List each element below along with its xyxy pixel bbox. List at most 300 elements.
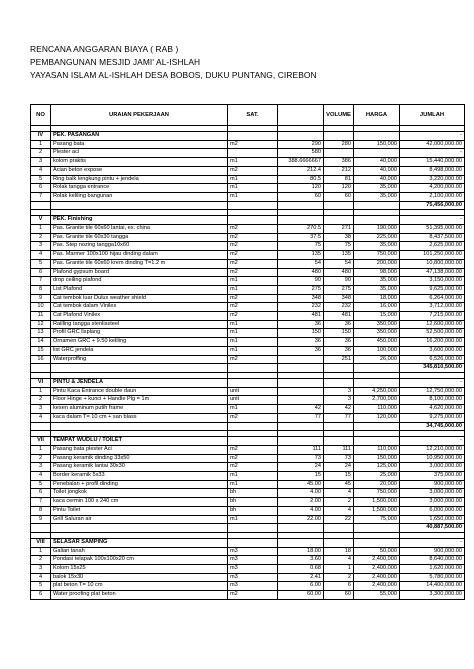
- item-volume: 4: [324, 489, 354, 498]
- item-amount: 3,712,000.00: [400, 303, 465, 312]
- item-price: 125,000: [354, 463, 400, 472]
- section-amount-placeholder: -: [400, 437, 465, 446]
- section-number: VI: [31, 378, 51, 387]
- table-row: [31, 233, 465, 242]
- item-amount: 101,250,000.00: [400, 251, 465, 260]
- item-unit: m2: [228, 463, 278, 472]
- item-amount: 6,526,000.00: [400, 355, 465, 364]
- item-unit: m3: [228, 573, 278, 582]
- item-price: 350,000: [354, 320, 400, 329]
- table-row: [31, 547, 465, 556]
- item-amount: 42,000,000.00: [400, 140, 465, 149]
- item-unit: bh: [228, 506, 278, 515]
- item-number: 4: [31, 251, 51, 260]
- item-volume: 36: [324, 320, 354, 329]
- item-number: 3: [31, 242, 51, 251]
- section-title: TEMPAT WUDLU / TOILET: [51, 437, 228, 446]
- section-title: PEK. PASANGAN: [51, 132, 228, 141]
- table-row: [31, 329, 465, 338]
- empty-cell: [228, 378, 278, 387]
- item-number: 2: [31, 396, 51, 405]
- item-number: 7: [31, 498, 51, 507]
- item-volume: 150: [324, 329, 354, 338]
- project-location: YAYASAN ISLAM AL-ISHLAH DESA BOBOS, DUKU PUNTANG, CIREBON: [30, 70, 317, 80]
- item-price: 15,000: [354, 312, 400, 321]
- item-unit: m1: [228, 329, 278, 338]
- table-row: [31, 498, 465, 507]
- empty-cell: [324, 524, 354, 533]
- empty-cell: [354, 524, 400, 533]
- item-calc: 580: [278, 149, 324, 158]
- item-volume: 4: [324, 556, 354, 565]
- item-description: Plester aci: [51, 149, 228, 158]
- empty-cell: [51, 201, 228, 210]
- empty-cell: [228, 422, 278, 431]
- empty-cell: [31, 422, 51, 431]
- item-amount: 2,625,000.00: [400, 242, 465, 251]
- item-calc: 388.6666667: [278, 158, 324, 167]
- item-unit: m1: [228, 338, 278, 347]
- item-volume: 60: [324, 591, 354, 600]
- item-calc: 60: [278, 192, 324, 201]
- empty-cell: [278, 422, 324, 431]
- item-amount: -: [400, 149, 465, 158]
- item-volume: 251: [324, 355, 354, 364]
- item-volume: 6: [324, 582, 354, 591]
- item-unit: m2: [228, 268, 278, 277]
- section-title: PEK. Finishing: [51, 216, 228, 225]
- item-description: Pas. Marmer 100x100 hijau dinding dalam: [51, 251, 228, 260]
- item-price: 750,000: [354, 489, 400, 498]
- empty-cell: [354, 216, 400, 225]
- table-row: [31, 338, 465, 347]
- col-header-price: HARGA: [354, 105, 400, 126]
- item-number: 5: [31, 480, 51, 489]
- item-amount: 3,150,000.00: [400, 277, 465, 286]
- item-volume: 275: [324, 285, 354, 294]
- item-price: 26,000: [354, 355, 400, 364]
- table-row: [31, 277, 465, 286]
- empty-cell: [324, 132, 354, 141]
- item-amount: 3,220,000.00: [400, 175, 465, 184]
- item-amount: 3,000,000.00: [400, 463, 465, 472]
- item-unit: m2: [228, 591, 278, 600]
- item-amount: 900,000.00: [400, 547, 465, 556]
- section-header-row: [31, 216, 465, 225]
- item-calc: 275: [278, 285, 324, 294]
- empty-cell: [324, 437, 354, 446]
- item-unit: m2: [228, 355, 278, 364]
- item-price: 110,000: [354, 405, 400, 414]
- item-description: Penebalan + profil dinding: [51, 480, 228, 489]
- item-price: 40,000: [354, 158, 400, 167]
- empty-cell: [324, 422, 354, 431]
- table-row: [31, 480, 465, 489]
- item-price: 40,000: [354, 175, 400, 184]
- item-amount: 7,215,000.00: [400, 312, 465, 321]
- item-unit: m3: [228, 565, 278, 574]
- item-volume: 2: [324, 498, 354, 507]
- item-calc: 290: [278, 140, 324, 149]
- item-volume: 480: [324, 268, 354, 277]
- item-description: Kolom 15x25: [51, 565, 228, 574]
- table-row: [31, 489, 465, 498]
- empty-cell: [324, 216, 354, 225]
- item-description: kolom praktis: [51, 158, 228, 167]
- empty-cell: [324, 364, 354, 373]
- project-name: PEMBANGUNAN MESJID JAMI' AL-ISHLAH: [30, 57, 201, 67]
- item-amount: 16,200,000.00: [400, 338, 465, 347]
- item-description: kaca dalam T= 10 cm + san blass: [51, 413, 228, 422]
- section-header-row: [31, 132, 465, 141]
- item-amount: 4,200,000.00: [400, 184, 465, 193]
- table-row: [31, 454, 465, 463]
- item-price: 150,000: [354, 140, 400, 149]
- empty-cell: [354, 132, 400, 141]
- item-number: 12: [31, 320, 51, 329]
- item-description: Water proofing plat beton: [51, 591, 228, 600]
- item-number: 14: [31, 338, 51, 347]
- section-total: 345,810,500.00: [400, 364, 465, 373]
- item-price: 100,000: [354, 346, 400, 355]
- item-unit: m1: [228, 320, 278, 329]
- section-amount-placeholder: -: [400, 538, 465, 547]
- item-amount: 8,498,000.00: [400, 166, 465, 175]
- document-title: RENCANA ANGGARAN BIAYA ( RAB ): [30, 44, 179, 54]
- empty-cell: [31, 364, 51, 373]
- item-number: 1: [31, 140, 51, 149]
- item-number: 2: [31, 149, 51, 158]
- empty-cell: [228, 132, 278, 141]
- empty-cell: [354, 201, 400, 210]
- item-description: Rolak tangga entrance: [51, 184, 228, 193]
- item-unit: m2: [228, 140, 278, 149]
- item-calc: 77: [278, 413, 324, 422]
- item-amount: 15,440,000.00: [400, 158, 465, 167]
- item-volume: 3: [324, 396, 354, 405]
- item-unit: m1: [228, 175, 278, 184]
- item-price: 350,000: [354, 329, 400, 338]
- empty-cell: [228, 201, 278, 210]
- empty-cell: [278, 437, 324, 446]
- empty-cell: [228, 216, 278, 225]
- item-description: Ring balk lengkung pintu + jendela: [51, 175, 228, 184]
- item-volume: 54: [324, 259, 354, 268]
- item-unit: m3: [228, 582, 278, 591]
- section-number: VII: [31, 437, 51, 446]
- item-description: plat beton T= 10 cm: [51, 582, 228, 591]
- item-number: 3: [31, 565, 51, 574]
- empty-cell: [278, 524, 324, 533]
- table-row: [31, 251, 465, 260]
- section-total: 75,456,000.00: [400, 201, 465, 210]
- item-volume: 45: [324, 480, 354, 489]
- item-calc: 80.5: [278, 175, 324, 184]
- item-price: 25,000: [354, 472, 400, 481]
- item-calc: 60.00: [278, 591, 324, 600]
- item-unit: bh: [228, 498, 278, 507]
- table-body: [31, 126, 465, 600]
- item-description: Pasang keramik dinding 33x50: [51, 454, 228, 463]
- empty-cell: [324, 378, 354, 387]
- item-price: 150,000: [354, 454, 400, 463]
- item-amount: 9,625,000.00: [400, 285, 465, 294]
- item-volume: 73: [324, 454, 354, 463]
- item-calc: 212.4: [278, 166, 324, 175]
- item-price: 55,000: [354, 591, 400, 600]
- item-number: 1: [31, 387, 51, 396]
- item-volume: 2: [324, 573, 354, 582]
- item-price: 40,000: [354, 166, 400, 175]
- item-amount: 52,500,000.00: [400, 329, 465, 338]
- item-amount: 900,000.00: [400, 480, 465, 489]
- item-calc: 4.00: [278, 489, 324, 498]
- item-calc: 22.00: [278, 515, 324, 524]
- empty-cell: [228, 437, 278, 446]
- item-description: List Plafond: [51, 285, 228, 294]
- table-row: [31, 149, 465, 158]
- table-row: [31, 573, 465, 582]
- item-price: [354, 149, 400, 158]
- item-amount: 6,000,000.00: [400, 506, 465, 515]
- item-amount: 1,620,000.00: [400, 565, 465, 574]
- item-volume: 36: [324, 338, 354, 347]
- item-number: 16: [31, 355, 51, 364]
- item-amount: 8,437,500.00: [400, 233, 465, 242]
- item-price: 110,000: [354, 445, 400, 454]
- item-amount: 10,950,000.00: [400, 454, 465, 463]
- item-number: 4: [31, 573, 51, 582]
- item-unit: m2: [228, 454, 278, 463]
- item-unit: m1: [228, 158, 278, 167]
- item-calc: 348: [278, 294, 324, 303]
- item-unit: m2: [228, 259, 278, 268]
- item-calc: 24: [278, 463, 324, 472]
- item-number: 2: [31, 233, 51, 242]
- empty-cell: [278, 216, 324, 225]
- item-price: 50,000: [354, 547, 400, 556]
- section-title: SELASAR SAMPING: [51, 538, 228, 547]
- item-volume: 212: [324, 166, 354, 175]
- item-volume: 22: [324, 515, 354, 524]
- section-total-row: [31, 364, 465, 373]
- item-price: 2,400,000: [354, 573, 400, 582]
- item-amount: 8,640,000.00: [400, 556, 465, 565]
- empty-cell: [354, 437, 400, 446]
- item-description: Pas. Granite tile 60x60 krem dinding T=1.2 m: [51, 259, 228, 268]
- empty-cell: [31, 524, 51, 533]
- item-number: 6: [31, 489, 51, 498]
- empty-cell: [278, 538, 324, 547]
- section-title: PINTU & JENDELA: [51, 378, 228, 387]
- item-calc: 90: [278, 277, 324, 286]
- item-volume: 1: [324, 565, 354, 574]
- item-description: Waterproffing: [51, 355, 228, 364]
- section-number: VIII: [31, 538, 51, 547]
- table-row: [31, 242, 465, 251]
- item-number: 2: [31, 556, 51, 565]
- item-volume: 38: [324, 233, 354, 242]
- item-unit: m2: [228, 166, 278, 175]
- item-volume: 24: [324, 463, 354, 472]
- item-calc: 135: [278, 251, 324, 260]
- item-number: 4: [31, 472, 51, 481]
- item-description: Cat tembok luar Dulux weather shield: [51, 294, 228, 303]
- item-number: 15: [31, 346, 51, 355]
- section-header-row: [31, 378, 465, 387]
- item-number: 3: [31, 158, 51, 167]
- item-calc: 3.60: [278, 556, 324, 565]
- item-amount: 5,780,000.00: [400, 573, 465, 582]
- table-row: [31, 320, 465, 329]
- section-number: IV: [31, 132, 51, 141]
- item-amount: 3,000,000.00: [400, 498, 465, 507]
- item-description: Floor Hinge + kunci + Handle Plg = 1m: [51, 396, 228, 405]
- empty-cell: [228, 364, 278, 373]
- item-volume: 481: [324, 312, 354, 321]
- item-unit: m2: [228, 303, 278, 312]
- item-amount: 6,264,000.00: [400, 294, 465, 303]
- item-volume: [324, 149, 354, 158]
- item-price: 2,400,000: [354, 565, 400, 574]
- item-description: Pas. Granite tile 60x30 tangga: [51, 233, 228, 242]
- table-row: [31, 225, 465, 234]
- item-price: 1,500,000: [354, 506, 400, 515]
- item-price: 35,000: [354, 285, 400, 294]
- table-row: [31, 515, 465, 524]
- empty-cell: [278, 378, 324, 387]
- item-amount: 47,138,000.00: [400, 268, 465, 277]
- item-number: 3: [31, 405, 51, 414]
- item-calc: 111: [278, 445, 324, 454]
- item-calc: 150: [278, 329, 324, 338]
- table-row: [31, 285, 465, 294]
- item-volume: 75: [324, 242, 354, 251]
- item-volume: 15: [324, 472, 354, 481]
- item-number: 1: [31, 225, 51, 234]
- section-header-row: [31, 538, 465, 547]
- item-price: 35,000: [354, 192, 400, 201]
- item-price: 450,000: [354, 338, 400, 347]
- section-amount-placeholder: -: [400, 216, 465, 225]
- item-calc: 18.00: [278, 547, 324, 556]
- item-unit: m2: [228, 233, 278, 242]
- item-calc: 0.68: [278, 565, 324, 574]
- item-amount: 375,000.00: [400, 472, 465, 481]
- item-unit: m2: [228, 294, 278, 303]
- item-calc: 4.00: [278, 506, 324, 515]
- item-price: 98,000: [354, 268, 400, 277]
- item-price: 225,000: [354, 233, 400, 242]
- item-number: 9: [31, 294, 51, 303]
- item-description: list GRC jendela: [51, 346, 228, 355]
- table-row: [31, 140, 465, 149]
- section-amount-placeholder: -: [400, 378, 465, 387]
- item-price: 190,000: [354, 225, 400, 234]
- item-price: 1,500,000: [354, 498, 400, 507]
- table-row: [31, 472, 465, 481]
- item-amount: 8,100,000.00: [400, 396, 465, 405]
- document-header: [30, 43, 450, 82]
- empty-cell: [324, 201, 354, 210]
- item-number: 8: [31, 285, 51, 294]
- item-price: 75,000: [354, 515, 400, 524]
- item-unit: m2: [228, 251, 278, 260]
- item-unit: m2: [228, 312, 278, 321]
- empty-cell: [51, 422, 228, 431]
- item-volume: 386: [324, 158, 354, 167]
- table-row: [31, 303, 465, 312]
- empty-cell: [278, 132, 324, 141]
- item-amount: 12,210,000.00: [400, 445, 465, 454]
- item-number: 4: [31, 166, 51, 175]
- item-description: Pas. Granite tile 60x60 lantai, ex. china: [51, 225, 228, 234]
- item-calc: 75: [278, 242, 324, 251]
- item-calc: 36: [278, 338, 324, 347]
- table-row: [31, 463, 465, 472]
- item-number: 7: [31, 192, 51, 201]
- table-row: [31, 506, 465, 515]
- item-calc: 36: [278, 346, 324, 355]
- table-row: [31, 192, 465, 201]
- item-description: Cat Plafond Vinilex: [51, 312, 228, 321]
- item-description: Plafond gypsum board: [51, 268, 228, 277]
- item-calc: 270.5: [278, 225, 324, 234]
- item-unit: m1: [228, 192, 278, 201]
- item-volume: 36: [324, 346, 354, 355]
- empty-cell: [31, 201, 51, 210]
- item-description: Pasang keramik lantai 30x30: [51, 463, 228, 472]
- item-calc: 120: [278, 184, 324, 193]
- item-number: 5: [31, 259, 51, 268]
- item-description: Pintu Kaca Entrance double daun: [51, 387, 228, 396]
- item-number: 6: [31, 591, 51, 600]
- item-amount: 9,275,000.00: [400, 413, 465, 422]
- col-header-no: NO: [31, 105, 51, 126]
- item-amount: 12,750,000.00: [400, 387, 465, 396]
- item-unit: m1: [228, 480, 278, 489]
- item-price: 20,000: [354, 480, 400, 489]
- table-row: [31, 405, 465, 414]
- item-volume: 18: [324, 547, 354, 556]
- item-unit: m1: [228, 285, 278, 294]
- item-number: 6: [31, 268, 51, 277]
- item-volume: 42: [324, 405, 354, 414]
- item-amount: 14,400,000.00: [400, 582, 465, 591]
- item-unit: m2: [228, 445, 278, 454]
- table-row: [31, 413, 465, 422]
- empty-cell: [354, 378, 400, 387]
- item-unit: m1: [228, 184, 278, 193]
- table-row: [31, 387, 465, 396]
- col-header-description: URAIAN PEKERJAAN: [51, 105, 228, 126]
- item-number: 5: [31, 175, 51, 184]
- item-volume: 280: [324, 140, 354, 149]
- table-row: [31, 565, 465, 574]
- item-calc: 15: [278, 472, 324, 481]
- table-row: [31, 396, 465, 405]
- table-row: [31, 166, 465, 175]
- item-calc: 37.5: [278, 233, 324, 242]
- item-description: Rolak keliling bangunan: [51, 192, 228, 201]
- section-header-row: [31, 437, 465, 446]
- item-volume: 120: [324, 184, 354, 193]
- item-calc: 36: [278, 320, 324, 329]
- empty-cell: [354, 538, 400, 547]
- item-description: Pintu Toilet: [51, 506, 228, 515]
- table-row: [31, 591, 465, 600]
- item-volume: 81: [324, 175, 354, 184]
